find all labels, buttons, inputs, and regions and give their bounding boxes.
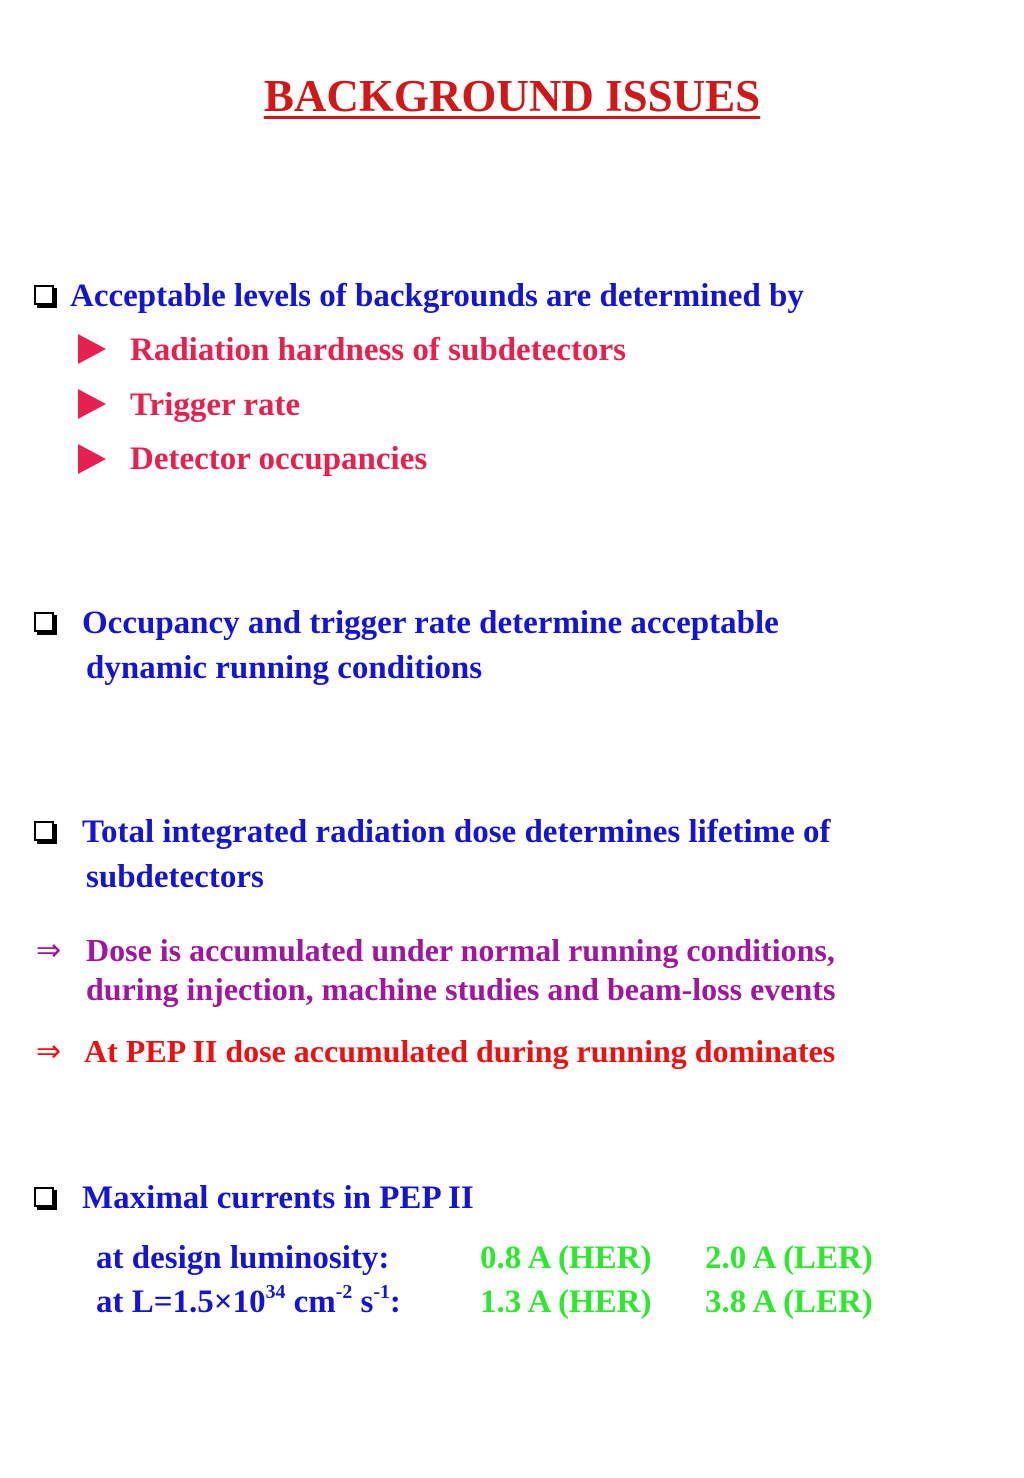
section3-note2: At PEP II dose accumulated during running dominates [84, 1033, 836, 1069]
section1-heading: Acceptable levels of backgrounds are determined by [70, 278, 804, 314]
section1-item: Trigger rate [130, 387, 301, 423]
double-arrow-right-icon: ⇒ [36, 1034, 62, 1069]
section3-line2: subdetectors [86, 859, 264, 895]
section2-line2: dynamic running conditions [86, 650, 483, 686]
row2-her-value: 1.3 A (HER) [480, 1284, 652, 1320]
section3-note1-line1: Dose is accumulated under normal running conditions, [86, 932, 835, 968]
checkbox-square-icon [34, 1187, 54, 1207]
section4-heading: Maximal currents in PEP II [82, 1180, 474, 1216]
row2-label-prefix: at L=1.5×10 [96, 1284, 266, 1320]
checkbox-square-icon [34, 612, 54, 632]
row2-exp1: 34 [265, 1281, 286, 1304]
section1-item: Radiation hardness of subdetectors [130, 332, 626, 368]
triangle-right-icon [78, 389, 106, 419]
row2-unit1: cm [285, 1284, 336, 1320]
section1-item: Detector occupancies [130, 441, 428, 477]
triangle-right-icon [78, 334, 106, 364]
section2-line1: Occupancy and trigger rate determine acceptable [82, 605, 779, 641]
page-title-text: BACKGROUND ISSUES [263, 71, 761, 121]
section3-note1-line2: during injection, machine studies and beam-loss events [86, 971, 836, 1007]
row2-exp3: -1 [373, 1281, 390, 1304]
checkbox-square-icon [34, 821, 54, 841]
row2-exp2: -2 [335, 1281, 353, 1304]
row2-ler-value: 3.8 A (LER) [705, 1284, 873, 1320]
row2-label-suffix: : [389, 1284, 401, 1320]
section3-line1: Total integrated radiation dose determines lifetime of [82, 814, 831, 850]
checkbox-square-icon [34, 285, 54, 305]
triangle-right-icon [78, 444, 106, 474]
double-arrow-right-icon: ⇒ [36, 933, 62, 968]
row1-her-value: 0.8 A (HER) [480, 1240, 652, 1276]
row2-label [96, 1281, 401, 1320]
row1-label: at design luminosity: [96, 1240, 390, 1276]
page-title [0, 71, 1024, 121]
row1-ler-value: 2.0 A (LER) [705, 1240, 873, 1276]
row2-unit2: s [352, 1284, 374, 1320]
